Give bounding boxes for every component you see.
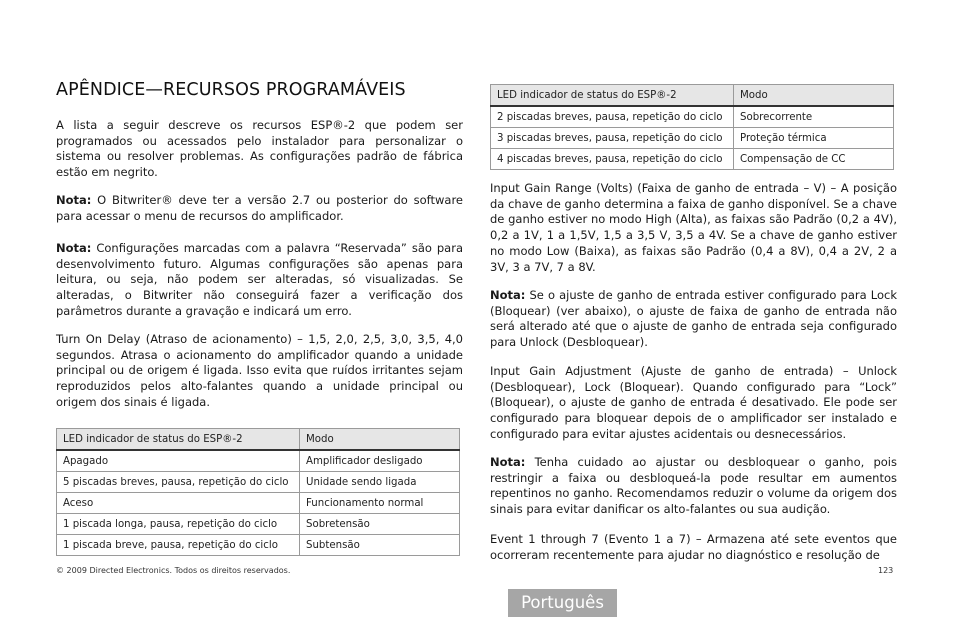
table-header-mode: Modo <box>734 85 894 107</box>
table-cell: Amplificador desligado <box>300 450 460 472</box>
note-label: Nota: <box>56 193 92 207</box>
table-row <box>57 493 460 514</box>
table-cell: Proteção térmica <box>734 128 894 149</box>
note-text: Configurações marcadas com a palavra “Reservada” são para desenvolvimento futuro. Algumas configurações são apenas para leitura, ou seja, não podem ser alteradas, só visualizadas. Se alteradas, o Bitwriter não conseguirá fazer a verificação dos parâmetros durante a gravação e indicará um erro. <box>56 241 463 318</box>
table-cell: Unidade sendo ligada <box>300 472 460 493</box>
page-number: 123 <box>878 566 894 575</box>
table-row <box>57 514 460 535</box>
table-header-row <box>491 85 894 107</box>
note-text: Tenha cuidado ao ajustar ou desbloquear o ganho, pois restringir a faixa ou desbloqueá-la pode resultar em aumentos repentinos no ganho. Recomendamos reduzir o volume da origem dos sinais para evitar danificar os alto-falantes ou sua audição. <box>490 455 897 517</box>
input-gain-range-paragraph: Input Gain Range (Volts) (Faixa de ganho de entrada – V) – A posição da chave de ganho determina a faixa de ganho disponível. Se a chave de ganho estiver no modo High (Alta), as faixas são Padrão (0,2 a 4V), 0,2 a 1V, 1 a 1,5V, 1,5 a 3,5 V, 3,5 a 4V. Se a chave de ganho estiver no modo Low (Baixa), as faixas são Padrão (0,4 a 8V), 0,4 a 2V, 2 a 3V, 3 a 7V, 7 a 8V. <box>490 181 897 274</box>
note-label: Nota: <box>490 288 526 302</box>
table-cell: 4 piscadas breves, pausa, repetição do ciclo <box>491 149 734 170</box>
intro-paragraph: A lista a seguir descreve os recursos ESP®-2 que podem ser programados ou acessados pelo instalador para personalizar o sistema ou resolver problemas. As configurações padrão de fábrica estão em negrito. <box>56 118 463 180</box>
turn-on-delay-paragraph: Turn On Delay (Atraso de acionamento) – 1,5, 2,0, 2,5, 3,0, 3,5, 4,0 segundos. Atrasa o acionamento do amplificador quando a unidade principal ou de origem é ligada. Isso evita que ruídos irritantes sejam reproduzidos pelos alto-falantes quando a unidade principal ou origem dos sinais é ligada. <box>56 332 463 409</box>
table-header-led: LED indicador de status do ESP®-2 <box>491 85 734 107</box>
table-row <box>491 149 894 170</box>
table-row <box>57 472 460 493</box>
table-row <box>491 106 894 128</box>
note-text: Se o ajuste de ganho de entrada estiver configurado para Lock (Bloquear) (ver abaixo), o ajuste de faixa de ganho de entrada não será alterado até que o ajuste de ganho de entrada seja configurado para Unlock (Desbloquear). <box>490 288 897 350</box>
table-cell: Sobrecorrente <box>734 106 894 128</box>
copyright-footer: © 2009 Directed Electronics. Todos os direitos reservados. <box>56 566 291 575</box>
table-cell: Apagado <box>57 450 300 472</box>
table-row <box>57 450 460 472</box>
table-cell: 1 piscada breve, pausa, repetição do ciclo <box>57 535 300 556</box>
table-cell: 3 piscadas breves, pausa, repetição do ciclo <box>491 128 734 149</box>
table-cell: 5 piscadas breves, pausa, repetição do ciclo <box>57 472 300 493</box>
note-reserved <box>56 241 463 320</box>
table-cell: Compensação de CC <box>734 149 894 170</box>
event-paragraph: Event 1 through 7 (Evento 1 a 7) – Armazena até sete eventos que ocorreram recentemente para ajudar no diagnóstico e resolução de <box>490 532 897 562</box>
table-cell: Funcionamento normal <box>300 493 460 514</box>
table-row <box>57 535 460 556</box>
language-tab: Português <box>508 589 617 617</box>
table-cell: Sobretensão <box>300 514 460 535</box>
note-label: Nota: <box>490 455 526 469</box>
table-row <box>491 128 894 149</box>
table-cell: Subtensão <box>300 535 460 556</box>
note-text: O Bitwriter® deve ter a versão 2.7 ou posterior do software para acessar o menu de recursos do amplificador. <box>56 193 463 223</box>
table-header-row <box>57 429 460 451</box>
note-gain-lock <box>490 288 897 351</box>
led-status-table-right <box>490 84 894 170</box>
table-header-led: LED indicador de status do ESP®-2 <box>57 429 300 451</box>
page-title: APÊNDICE—RECURSOS PROGRAMÁVEIS <box>56 80 406 100</box>
led-status-table-left <box>56 428 460 556</box>
table-cell: 1 piscada longa, pausa, repetição do ciclo <box>57 514 300 535</box>
table-cell: 2 piscadas breves, pausa, repetição do ciclo <box>491 106 734 128</box>
table-cell: Aceso <box>57 493 300 514</box>
table-header-mode: Modo <box>300 429 460 451</box>
input-gain-adjustment-paragraph: Input Gain Adjustment (Ajuste de ganho de entrada) – Unlock (Desbloquear), Lock (Bloquear). Quando configurado para “Lock” (Bloquear), o ajuste de ganho de entrada é desativado. Ele pode ser configurado para bloquear depois de o amplificador ser instalado e configurado para evitar ajustes acidentais ou desnecessários. <box>490 364 897 441</box>
note-gain-caution <box>490 455 897 518</box>
note-bitwriter <box>56 193 463 224</box>
note-label: Nota: <box>56 241 92 255</box>
